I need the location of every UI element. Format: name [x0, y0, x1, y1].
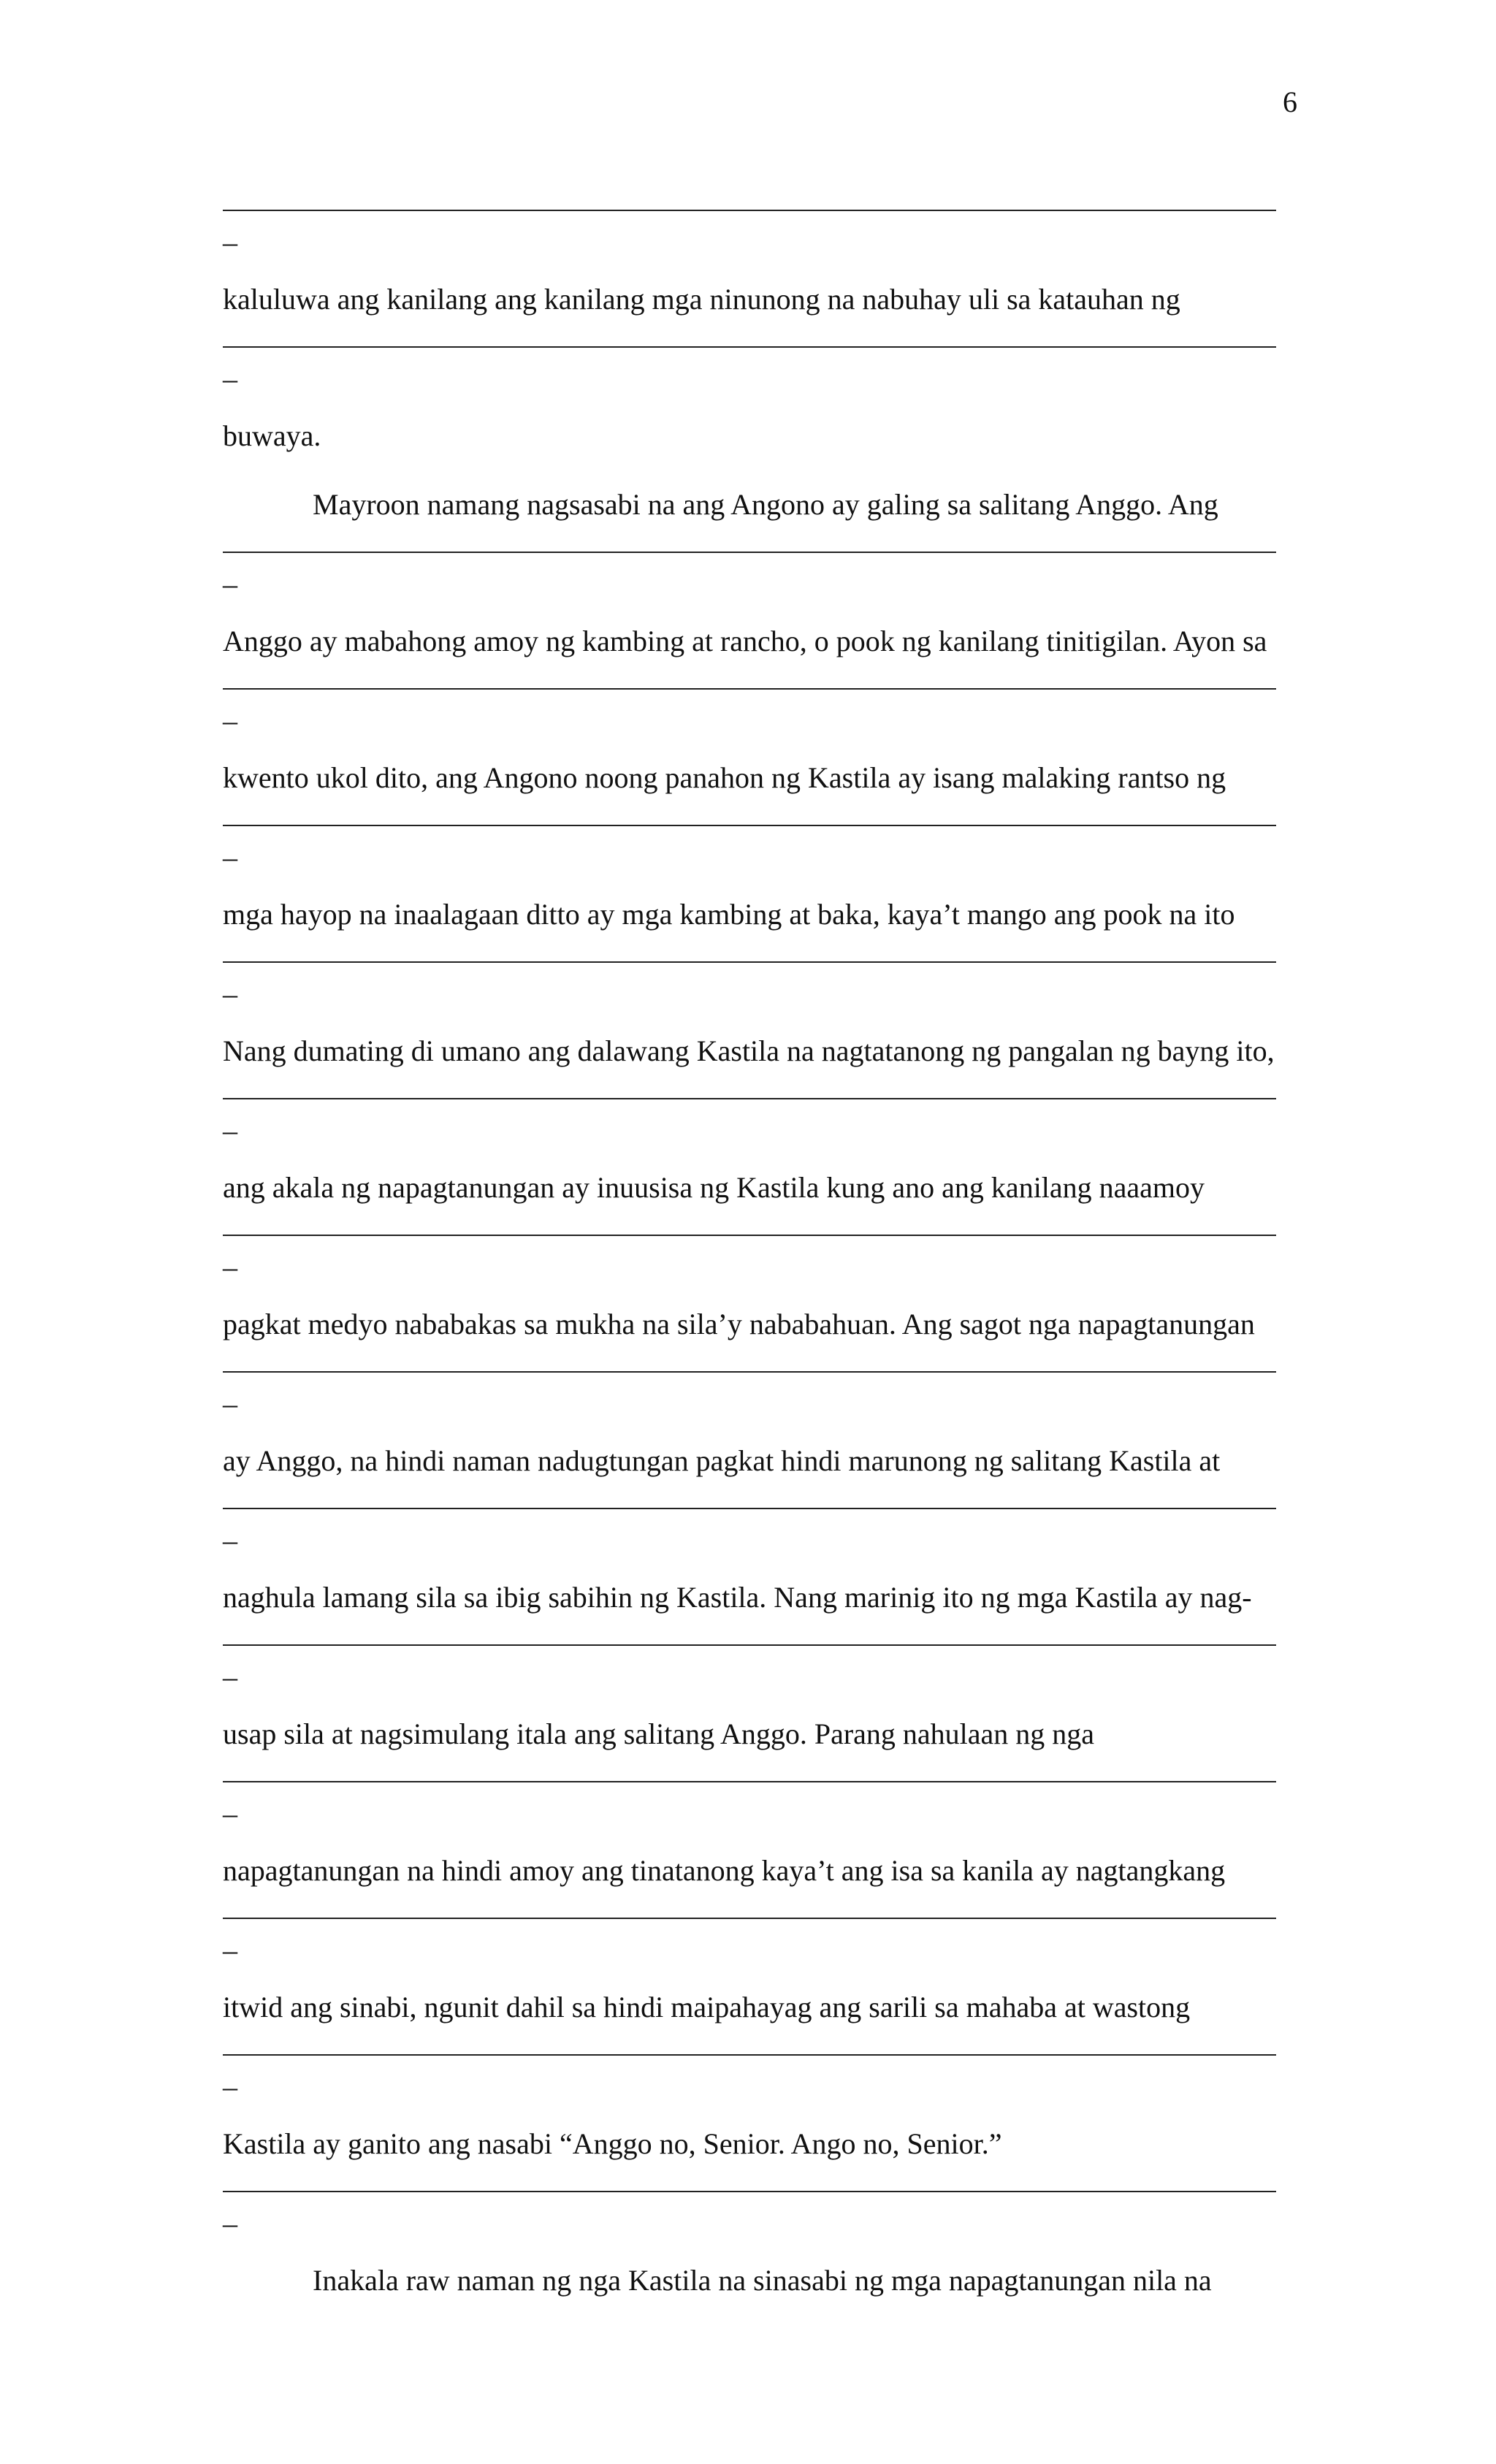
- dash-mark: –: [223, 226, 237, 259]
- dash-mark: –: [223, 1660, 237, 1693]
- blank-rule: [223, 1644, 1276, 1646]
- blank-rule: [223, 1918, 1276, 1919]
- blank-rule: [223, 688, 1276, 690]
- dash-mark: –: [223, 1114, 237, 1147]
- page-number: 6: [1283, 85, 1297, 118]
- dash-mark: –: [223, 1524, 237, 1557]
- text-line: ay Anggo, na hindi naman nadugtungan pagkat hindi marunong ng salitang Kastila at: [223, 1444, 1221, 1477]
- blank-rule: [223, 2191, 1276, 2192]
- dash-mark: –: [223, 977, 237, 1010]
- text-line: itwid ang sinabi, ngunit dahil sa hindi maipahayag ang sarili sa mahaba at wastong: [223, 1991, 1191, 2024]
- text-line: naghula lamang sila sa ibig sabihin ng Kastila. Nang marinig ito ng mga Kastila ay nag-: [223, 1581, 1252, 1614]
- dash-mark: –: [223, 704, 237, 737]
- text-line: mga hayop na inaalagaan ditto ay mga kambing at baka, kaya’t mango ang pook na ito: [223, 898, 1235, 931]
- blank-rule: [223, 1781, 1276, 1782]
- dash-mark: –: [223, 568, 237, 600]
- dash-mark: –: [223, 1251, 237, 1284]
- paragraph-start-line: Inakala raw naman ng nga Kastila na sinasabi ng mga napagtanungan nila na: [313, 2264, 1212, 2297]
- text-line: pagkat medyo nababakas sa mukha na sila’y nababahuan. Ang sagot nga napagtanungan: [223, 1308, 1255, 1340]
- dash-mark: –: [223, 1934, 237, 1967]
- blank-rule: [223, 346, 1276, 348]
- dash-mark: –: [223, 2070, 237, 2103]
- blank-rule: [223, 1235, 1276, 1236]
- blank-rule: [223, 1098, 1276, 1099]
- blank-rule: [223, 961, 1276, 963]
- dash-mark: –: [223, 841, 237, 874]
- text-line: ang akala ng napagtanungan ay inuusisa ng Kastila kung ano ang kanilang naaamoy: [223, 1171, 1205, 1204]
- blank-rule: [223, 1508, 1276, 1509]
- blank-rule: [223, 2054, 1276, 2056]
- text-line: kwento ukol dito, ang Angono noong panahon ng Kastila ay isang malaking rantso ng: [223, 761, 1226, 794]
- blank-rule: [223, 210, 1276, 211]
- dash-mark: –: [223, 2207, 237, 2240]
- blank-rule: [223, 825, 1276, 826]
- dash-mark: –: [223, 1387, 237, 1420]
- dash-mark: –: [223, 1797, 237, 1830]
- text-line: Nang dumating di umano ang dalawang Kastila na nagtatanong ng pangalan ng bayng ito,: [223, 1034, 1275, 1067]
- blank-rule: [223, 1371, 1276, 1373]
- text-line: Kastila ay ganito ang nasabi “Anggo no, Senior. Ango no, Senior.”: [223, 2127, 1002, 2160]
- text-line: napagtanungan na hindi amoy ang tinatanong kaya’t ang isa sa kanila ay nagtangkang: [223, 1854, 1226, 1887]
- text-line: buwaya.: [223, 419, 321, 452]
- text-line: kaluluwa ang kanilang ang kanilang mga ninunong na nabuhay uli sa katauhan ng: [223, 283, 1180, 316]
- blank-rule: [223, 552, 1276, 553]
- text-line: Anggo ay mabahong amoy ng kambing at rancho, o pook ng kanilang tinitigilan. Ayon sa: [223, 625, 1267, 657]
- dash-mark: –: [223, 362, 237, 395]
- text-line: usap sila at nagsimulang itala ang salitang Anggo. Parang nahulaan ng nga: [223, 1717, 1095, 1750]
- paragraph-start-line: Mayroon namang nagsasabi na ang Angono ay galing sa salitang Anggo. Ang: [313, 488, 1218, 521]
